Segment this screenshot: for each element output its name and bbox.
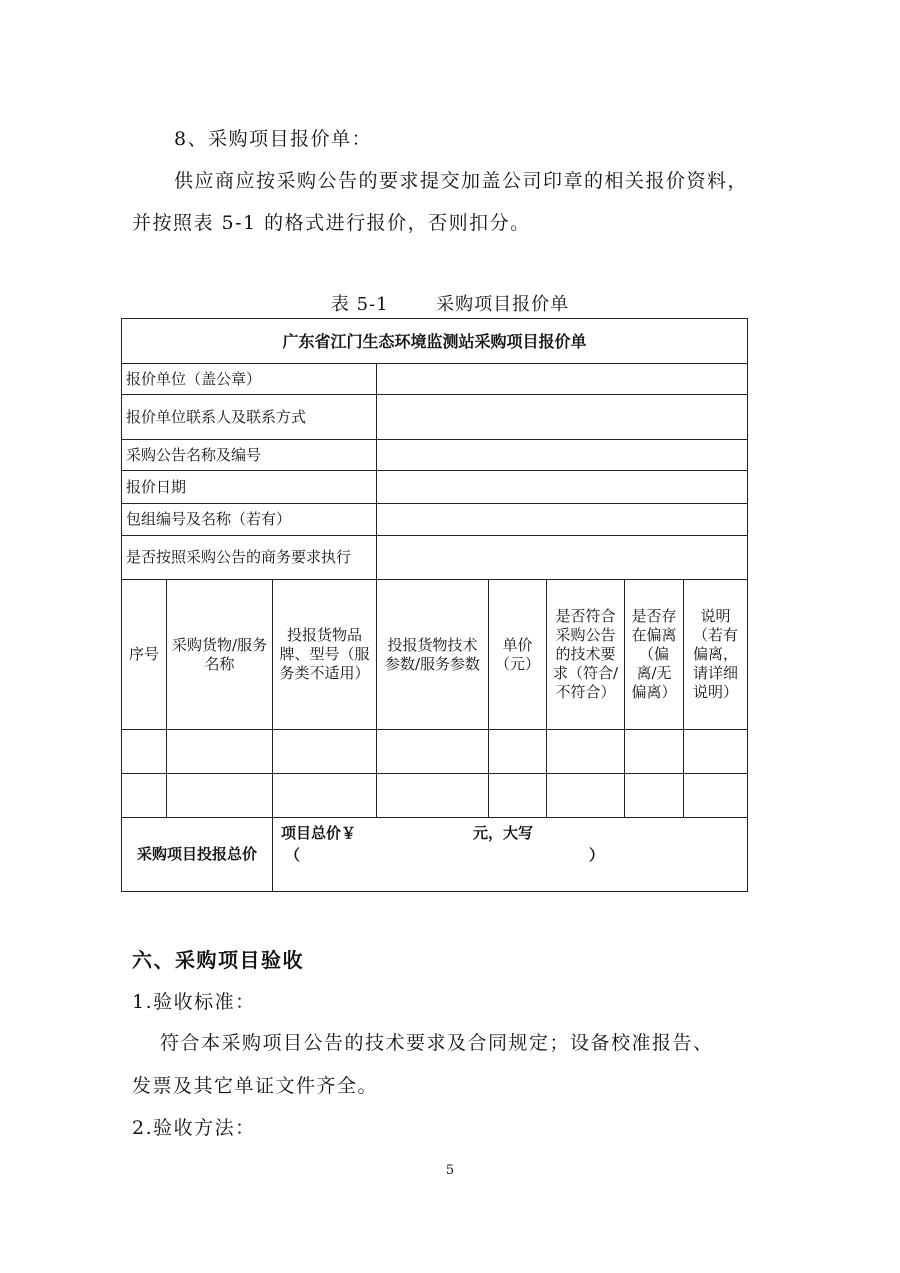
column-header-deviation: 是否存在偏离（偏离/无偏离） [625,580,684,730]
info-label-quoting-unit: 报价单位（盖公章） [122,364,377,395]
section-8-heading: 8、采购项目报价单： [174,128,373,150]
table-cell[interactable] [273,774,377,818]
total-price-paren-close: ） [589,846,605,864]
quotation-table-title: 广东省江门生态环境监测站采购项目报价单 [122,319,748,364]
info-value-package[interactable] [377,504,748,536]
info-label-business-requirements: 是否按照采购公告的商务要求执行 [122,536,377,580]
table-row [122,774,748,818]
table-caption-number: 表 5-1 [330,294,389,315]
total-price-field[interactable] [273,818,748,892]
section-6-item-2: 2.验收方法： [132,1117,256,1139]
info-label-package: 包组编号及名称（若有） [122,504,377,536]
column-header-item-name: 采购货物/服务名称 [167,580,273,730]
table-cell[interactable] [122,774,167,818]
column-header-unit-price: 单价（元） [489,580,547,730]
column-header-remarks: 说明（若有偏离，请详细说明） [684,580,748,730]
table-cell[interactable] [684,774,748,818]
total-price-uppercase-label: 元，大写 [473,824,534,842]
table-cell[interactable] [625,774,684,818]
section-6-item-1: 1.验收标准： [132,991,256,1013]
info-value-contact[interactable] [377,395,748,440]
table-cell[interactable] [684,730,748,774]
table-cell[interactable] [377,730,489,774]
info-label-quote-date: 报价日期 [122,471,377,504]
total-price-paren-open: （ [285,846,301,864]
table-cell[interactable] [547,774,625,818]
section-6-heading: 六、采购项目验收 [132,948,304,972]
table-cell[interactable] [122,730,167,774]
table-caption-title: 采购项目报价单 [436,294,570,315]
column-header-technical-params: 投报货物技术参数/服务参数 [377,580,489,730]
info-label-contact: 报价单位联系人及联系方式 [122,395,377,440]
section-6-paragraph-line-2: 发票及其它单证文件齐全。 [132,1075,379,1097]
info-value-quote-date[interactable] [377,471,748,504]
info-value-notice-name[interactable] [377,440,748,471]
info-value-quoting-unit[interactable] [377,364,748,395]
column-header-index: 序号 [122,580,167,730]
total-price-label: 采购项目投报总价 [122,818,273,892]
table-cell[interactable] [167,774,273,818]
section-6-paragraph-line-1: 符合本采购项目公告的技术要求及合同规定；设备校准报告、 [160,1032,714,1054]
table-cell[interactable] [625,730,684,774]
table-row [122,730,748,774]
table-cell[interactable] [377,774,489,818]
table-caption [0,290,900,316]
column-header-compliance: 是否符合采购公告的技术要求（符合/不符合） [547,580,625,730]
table-cell[interactable] [547,730,625,774]
table-cell[interactable] [273,730,377,774]
column-header-brand-model: 投报货物品牌、型号（服务类不适用） [273,580,377,730]
total-price-prefix: 项目总价￥ [281,824,357,842]
page-number: 5 [445,1163,455,1178]
table-cell[interactable] [489,730,547,774]
section-8-paragraph-line-1: 供应商应按采购公告的要求提交加盖公司印章的相关报价资料， [174,170,749,192]
quotation-table [121,318,748,892]
info-label-notice-name: 采购公告名称及编号 [122,440,377,471]
section-8-paragraph-line-2: 并按照表 5-1 的格式进行报价，否则扣分。 [132,212,531,234]
table-cell[interactable] [489,774,547,818]
info-value-business-requirements[interactable] [377,536,748,580]
table-cell[interactable] [167,730,273,774]
